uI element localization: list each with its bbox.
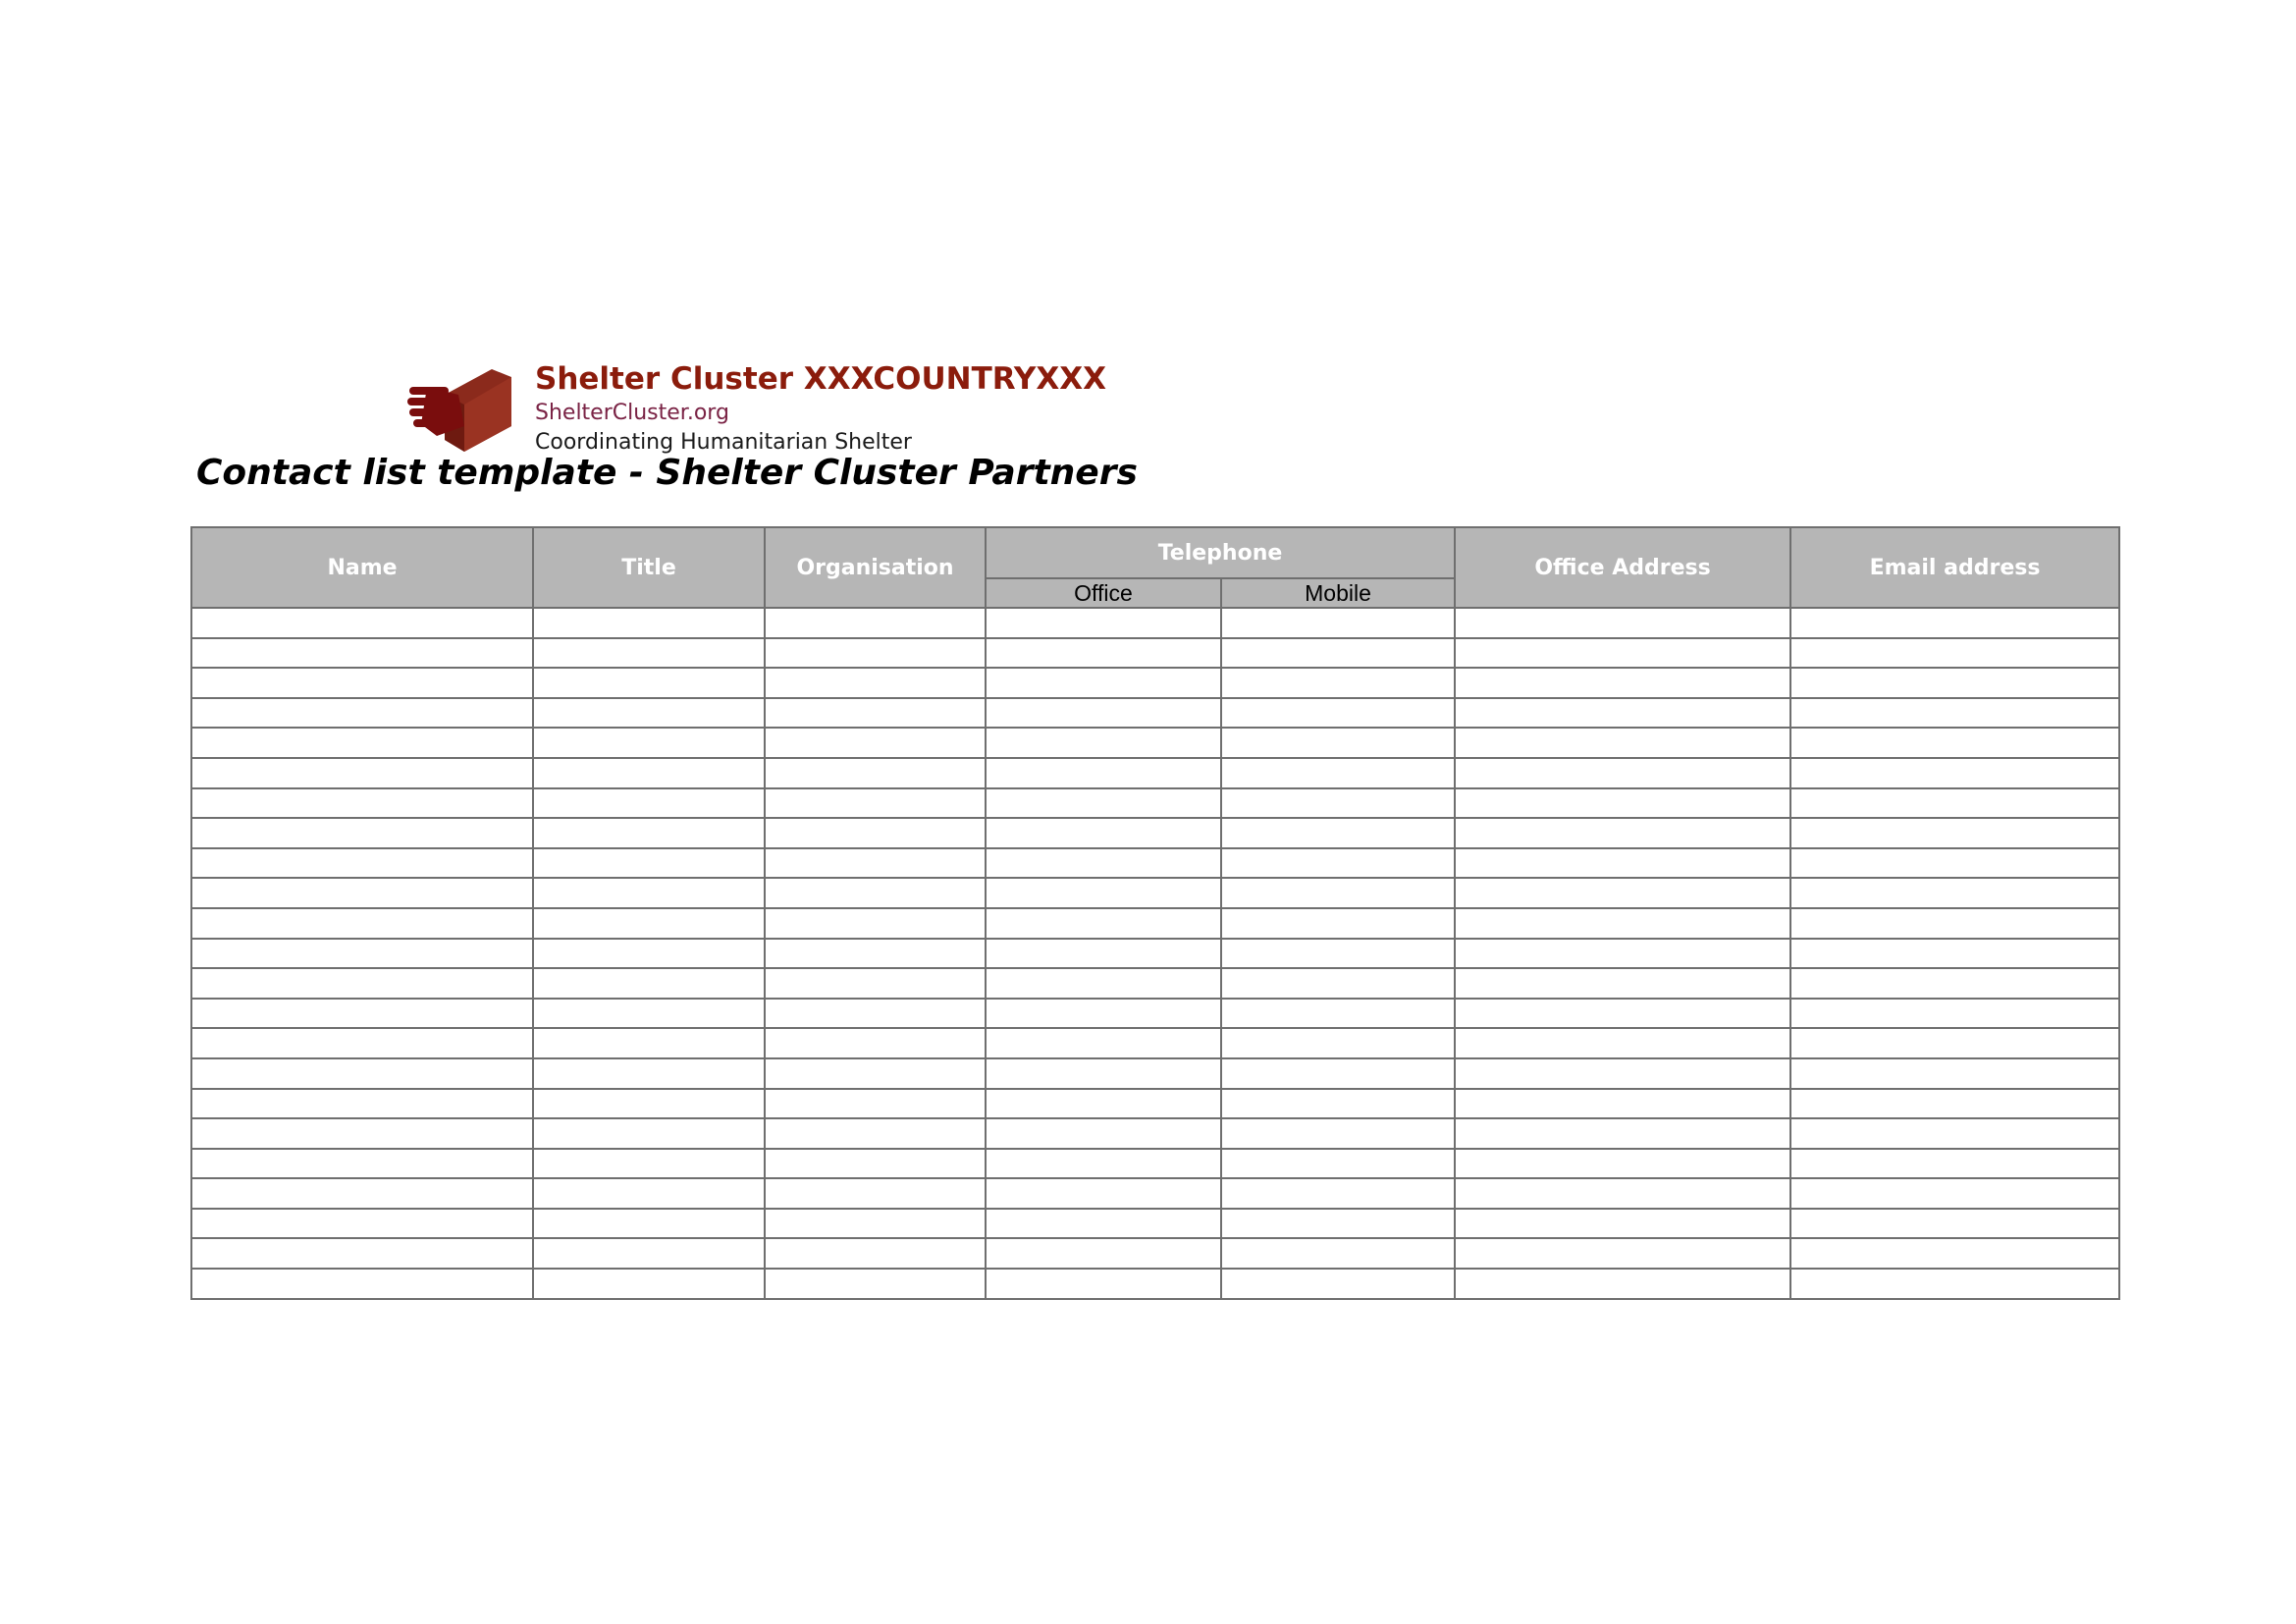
cell-telephone-office[interactable] (986, 1269, 1221, 1299)
cell-office-address[interactable] (1455, 758, 1790, 788)
table-row (191, 1118, 2119, 1149)
cell-email[interactable] (1790, 1058, 2119, 1089)
cell-title[interactable] (533, 878, 765, 908)
cell-organisation[interactable] (765, 968, 986, 999)
logo-block (407, 361, 1107, 460)
cell-telephone-mobile[interactable] (1221, 1269, 1455, 1299)
cell-name[interactable] (191, 1149, 533, 1179)
cell-telephone-office[interactable] (986, 788, 1221, 819)
cell-email[interactable] (1790, 608, 2119, 638)
cell-telephone-office[interactable] (986, 999, 1221, 1029)
cell-name[interactable] (191, 848, 533, 879)
cell-email[interactable] (1790, 728, 2119, 758)
cell-telephone-office[interactable] (986, 1089, 1221, 1119)
cell-title[interactable] (533, 1209, 765, 1239)
cell-email[interactable] (1790, 848, 2119, 879)
cell-telephone-office[interactable] (986, 878, 1221, 908)
table-row (191, 968, 2119, 999)
cell-telephone-mobile[interactable] (1221, 698, 1455, 729)
cell-title[interactable] (533, 968, 765, 999)
cell-telephone-mobile[interactable] (1221, 908, 1455, 939)
cell-organisation[interactable] (765, 1269, 986, 1299)
cell-title[interactable] (533, 668, 765, 698)
table-row (191, 758, 2119, 788)
cell-telephone-office[interactable] (986, 608, 1221, 638)
cell-telephone-office[interactable] (986, 1238, 1221, 1269)
table-row (191, 1209, 2119, 1239)
cell-organisation[interactable] (765, 638, 986, 669)
cell-telephone-office[interactable] (986, 818, 1221, 848)
cell-office-address[interactable] (1455, 878, 1790, 908)
cell-email[interactable] (1790, 1118, 2119, 1149)
cell-telephone-mobile[interactable] (1221, 668, 1455, 698)
cell-organisation[interactable] (765, 1178, 986, 1209)
org-info (535, 361, 1106, 458)
cell-title[interactable] (533, 728, 765, 758)
cell-title[interactable] (533, 999, 765, 1029)
cell-telephone-office[interactable] (986, 1058, 1221, 1089)
cell-office-address[interactable] (1455, 939, 1790, 969)
cell-title[interactable] (533, 1118, 765, 1149)
table-row (191, 1269, 2119, 1299)
cell-organisation[interactable] (765, 848, 986, 879)
cell-organisation[interactable] (765, 908, 986, 939)
cell-email[interactable] (1790, 999, 2119, 1029)
cell-email[interactable] (1790, 908, 2119, 939)
cell-office-address[interactable] (1455, 1089, 1790, 1119)
cell-name[interactable] (191, 608, 533, 638)
cell-name[interactable] (191, 1118, 533, 1149)
table-row (191, 608, 2119, 638)
column-header-office-address: Office Address (1455, 527, 1790, 608)
cell-office-address[interactable] (1455, 1058, 1790, 1089)
cell-email[interactable] (1790, 1028, 2119, 1058)
cell-name[interactable] (191, 1028, 533, 1058)
cell-telephone-office[interactable] (986, 1028, 1221, 1058)
cell-office-address[interactable] (1455, 728, 1790, 758)
column-header-organisation: Organisation (765, 527, 986, 608)
cell-name[interactable] (191, 1269, 533, 1299)
cell-name[interactable] (191, 878, 533, 908)
cell-telephone-mobile[interactable] (1221, 1058, 1455, 1089)
cell-email[interactable] (1790, 1238, 2119, 1269)
table-row (191, 1178, 2119, 1209)
cell-telephone-office[interactable] (986, 1149, 1221, 1179)
cell-title[interactable] (533, 698, 765, 729)
cell-organisation[interactable] (765, 1238, 986, 1269)
cell-office-address[interactable] (1455, 1118, 1790, 1149)
column-header-telephone-office: Office (986, 578, 1221, 608)
table-row (191, 999, 2119, 1029)
cell-telephone-mobile[interactable] (1221, 968, 1455, 999)
table-row (191, 1238, 2119, 1269)
cell-telephone-office[interactable] (986, 758, 1221, 788)
cell-office-address[interactable] (1455, 1238, 1790, 1269)
cell-email[interactable] (1790, 638, 2119, 669)
cell-title[interactable] (533, 939, 765, 969)
cell-organisation[interactable] (765, 1149, 986, 1179)
cell-telephone-mobile[interactable] (1221, 848, 1455, 879)
cell-office-address[interactable] (1455, 848, 1790, 879)
column-header-title: Title (533, 527, 765, 608)
cell-title[interactable] (533, 908, 765, 939)
cell-telephone-mobile[interactable] (1221, 999, 1455, 1029)
cell-title[interactable] (533, 608, 765, 638)
cell-telephone-mobile[interactable] (1221, 788, 1455, 819)
cell-telephone-mobile[interactable] (1221, 608, 1455, 638)
cell-email[interactable] (1790, 939, 2119, 969)
cell-office-address[interactable] (1455, 968, 1790, 999)
cell-telephone-office[interactable] (986, 698, 1221, 729)
cell-title[interactable] (533, 758, 765, 788)
cell-telephone-mobile[interactable] (1221, 1028, 1455, 1058)
table-row (191, 698, 2119, 729)
cell-organisation[interactable] (765, 1209, 986, 1239)
cell-organisation[interactable] (765, 1028, 986, 1058)
cell-telephone-mobile[interactable] (1221, 1178, 1455, 1209)
cell-name[interactable] (191, 1178, 533, 1209)
cell-office-address[interactable] (1455, 908, 1790, 939)
cell-telephone-office[interactable] (986, 638, 1221, 669)
cell-telephone-office[interactable] (986, 968, 1221, 999)
cell-organisation[interactable] (765, 728, 986, 758)
cell-title[interactable] (533, 1149, 765, 1179)
cell-organisation[interactable] (765, 818, 986, 848)
cell-office-address[interactable] (1455, 638, 1790, 669)
cell-organisation[interactable] (765, 999, 986, 1029)
cell-email[interactable] (1790, 698, 2119, 729)
cell-telephone-mobile[interactable] (1221, 878, 1455, 908)
table-row (191, 878, 2119, 908)
cell-office-address[interactable] (1455, 1178, 1790, 1209)
table-row (191, 1149, 2119, 1179)
cell-telephone-mobile[interactable] (1221, 638, 1455, 669)
cell-email[interactable] (1790, 818, 2119, 848)
cell-name[interactable] (191, 728, 533, 758)
table-row (191, 1028, 2119, 1058)
cell-telephone-mobile[interactable] (1221, 1118, 1455, 1149)
cell-title[interactable] (533, 1089, 765, 1119)
cell-name[interactable] (191, 939, 533, 969)
column-header-email: Email address (1790, 527, 2119, 608)
table-row (191, 668, 2119, 698)
cell-email[interactable] (1790, 668, 2119, 698)
cell-organisation[interactable] (765, 698, 986, 729)
table-row (191, 939, 2119, 969)
cell-telephone-mobile[interactable] (1221, 818, 1455, 848)
table-row (191, 728, 2119, 758)
cell-email[interactable] (1790, 788, 2119, 819)
cell-telephone-office[interactable] (986, 848, 1221, 879)
cell-name[interactable] (191, 1058, 533, 1089)
cell-title[interactable] (533, 818, 765, 848)
cell-name[interactable] (191, 1209, 533, 1239)
cell-telephone-office[interactable] (986, 1178, 1221, 1209)
cell-name[interactable] (191, 1089, 533, 1119)
cell-email[interactable] (1790, 1089, 2119, 1119)
cell-name[interactable] (191, 668, 533, 698)
org-name: Shelter Cluster XXXCOUNTRYXXX (535, 361, 1107, 397)
cell-email[interactable] (1790, 1269, 2119, 1299)
table-row (191, 1089, 2119, 1119)
cell-organisation[interactable] (765, 788, 986, 819)
cell-organisation[interactable] (765, 758, 986, 788)
column-header-name: Name (191, 527, 533, 608)
cell-office-address[interactable] (1455, 1149, 1790, 1179)
cell-office-address[interactable] (1455, 999, 1790, 1029)
table-row (191, 908, 2119, 939)
cell-name[interactable] (191, 758, 533, 788)
cell-telephone-mobile[interactable] (1221, 1238, 1455, 1269)
cell-title[interactable] (533, 1028, 765, 1058)
cell-email[interactable] (1790, 758, 2119, 788)
org-tagline: Coordinating Humanitarian Shelter (535, 430, 912, 455)
cell-organisation[interactable] (765, 608, 986, 638)
cell-telephone-office[interactable] (986, 728, 1221, 758)
cell-name[interactable] (191, 818, 533, 848)
cell-organisation[interactable] (765, 1058, 986, 1089)
contact-table (190, 526, 2120, 1300)
cell-organisation[interactable] (765, 939, 986, 969)
table-body (191, 608, 2119, 1299)
cell-telephone-mobile[interactable] (1221, 1209, 1455, 1239)
cell-telephone-office[interactable] (986, 1118, 1221, 1149)
cell-name[interactable] (191, 908, 533, 939)
cell-office-address[interactable] (1455, 818, 1790, 848)
cell-office-address[interactable] (1455, 1028, 1790, 1058)
org-url: ShelterCluster.org (535, 401, 729, 425)
cell-title[interactable] (533, 638, 765, 669)
cell-email[interactable] (1790, 968, 2119, 999)
cell-office-address[interactable] (1455, 698, 1790, 729)
cell-telephone-mobile[interactable] (1221, 1149, 1455, 1179)
cell-office-address[interactable] (1455, 668, 1790, 698)
cell-title[interactable] (533, 788, 765, 819)
cell-name[interactable] (191, 788, 533, 819)
cell-telephone-mobile[interactable] (1221, 728, 1455, 758)
cell-email[interactable] (1790, 1149, 2119, 1179)
cell-telephone-office[interactable] (986, 908, 1221, 939)
cell-telephone-mobile[interactable] (1221, 758, 1455, 788)
cell-title[interactable] (533, 1058, 765, 1089)
table-row (191, 1058, 2119, 1089)
cell-office-address[interactable] (1455, 788, 1790, 819)
cell-name[interactable] (191, 638, 533, 669)
cell-title[interactable] (533, 848, 765, 879)
cell-telephone-office[interactable] (986, 668, 1221, 698)
cell-title[interactable] (533, 1178, 765, 1209)
cell-office-address[interactable] (1455, 608, 1790, 638)
cell-email[interactable] (1790, 1209, 2119, 1239)
table-row (191, 818, 2119, 848)
cell-office-address[interactable] (1455, 1269, 1790, 1299)
cell-telephone-office[interactable] (986, 939, 1221, 969)
column-header-telephone-mobile: Mobile (1221, 578, 1455, 608)
cell-name[interactable] (191, 999, 533, 1029)
cell-name[interactable] (191, 1238, 533, 1269)
cell-title[interactable] (533, 1269, 765, 1299)
table-row (191, 638, 2119, 669)
cell-email[interactable] (1790, 1178, 2119, 1209)
hand-house-icon (407, 365, 511, 454)
cell-telephone-office[interactable] (986, 1209, 1221, 1239)
cell-organisation[interactable] (765, 1089, 986, 1119)
cell-email[interactable] (1790, 878, 2119, 908)
cell-telephone-mobile[interactable] (1221, 939, 1455, 969)
cell-organisation[interactable] (765, 1118, 986, 1149)
table-row (191, 848, 2119, 879)
column-header-telephone: Telephone (986, 527, 1455, 578)
cell-name[interactable] (191, 968, 533, 999)
table-row (191, 788, 2119, 819)
document-title: Contact list template - Shelter Cluster Partners (196, 453, 1138, 493)
cell-telephone-mobile[interactable] (1221, 1089, 1455, 1119)
cell-office-address[interactable] (1455, 1209, 1790, 1239)
cell-organisation[interactable] (765, 878, 986, 908)
cell-name[interactable] (191, 698, 533, 729)
cell-title[interactable] (533, 1238, 765, 1269)
cell-organisation[interactable] (765, 668, 986, 698)
